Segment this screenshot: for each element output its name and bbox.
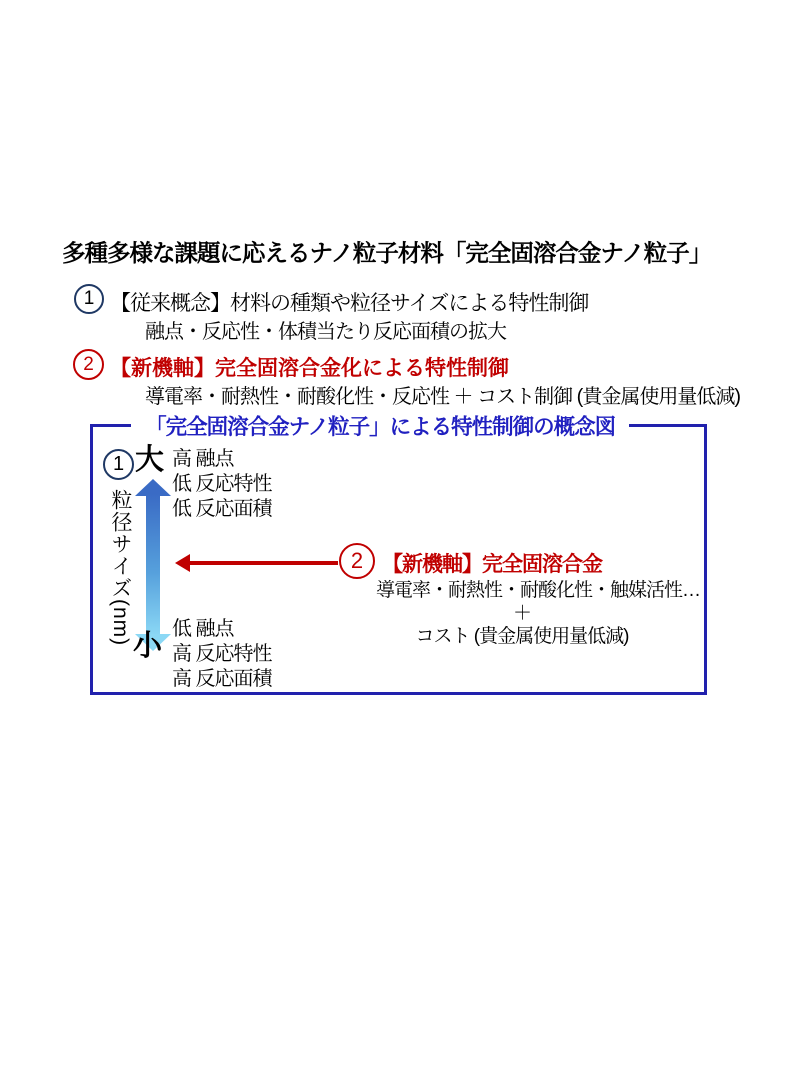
particle-size-axis-label: 粒径サイズ(nm): [109, 489, 132, 647]
concept-diagram-box: [90, 415, 707, 695]
diagram-number1-badge: 1: [103, 449, 134, 480]
new-axis-detail-line1: 導電率・耐熱性・耐酸化性・触媒活性…: [376, 580, 701, 601]
property-line: 高 反応面積: [172, 668, 272, 690]
item2-heading: 【新機軸】完全固溶合金化による特性制御: [110, 357, 509, 380]
page-title: 多種多様な課題に応えるナノ粒子材料「完全固溶合金ナノ粒子」: [62, 240, 712, 266]
item2-number-badge: 2: [73, 349, 104, 380]
new-axis-details: [376, 579, 701, 648]
item2-detail: 導電率・耐熱性・耐酸化性・反応性 ＋ コスト制御 (貴金属使用量低減): [145, 386, 740, 408]
diagram-number2-badge: 2: [339, 543, 375, 579]
item1-number-badge: 1: [74, 284, 104, 314]
diagram-title: 「完全固溶合金ナノ粒子」による特性制御の概念図: [131, 410, 629, 441]
size-large-label: 大: [135, 444, 165, 476]
property-line: 低 反応特性: [172, 473, 272, 495]
property-line: 低 反応面積: [172, 498, 272, 520]
size-axis-arrow-icon: [135, 479, 171, 651]
new-axis-arrow-icon: [175, 554, 338, 572]
plus-sign: ＋: [512, 603, 531, 624]
property-line: 高 反応特性: [172, 643, 272, 665]
large-size-properties: [172, 447, 272, 522]
property-line: 低 融点: [172, 618, 234, 640]
small-size-properties: [172, 617, 272, 692]
new-axis-detail-line2: コスト (貴金属使用量低減): [415, 626, 629, 647]
item1-detail: 融点・反応性・体積当たり反応面積の拡大: [145, 321, 506, 343]
arrow-shaft: [188, 561, 338, 565]
size-small-label: 小: [133, 630, 163, 662]
property-line: 高 融点: [172, 448, 234, 470]
arrow-shaft: [146, 494, 160, 636]
new-axis-heading: 【新機軸】完全固溶合金: [382, 553, 602, 576]
item1-heading: 【従来概念】材料の種類や粒径サイズによる特性制御: [110, 292, 589, 315]
